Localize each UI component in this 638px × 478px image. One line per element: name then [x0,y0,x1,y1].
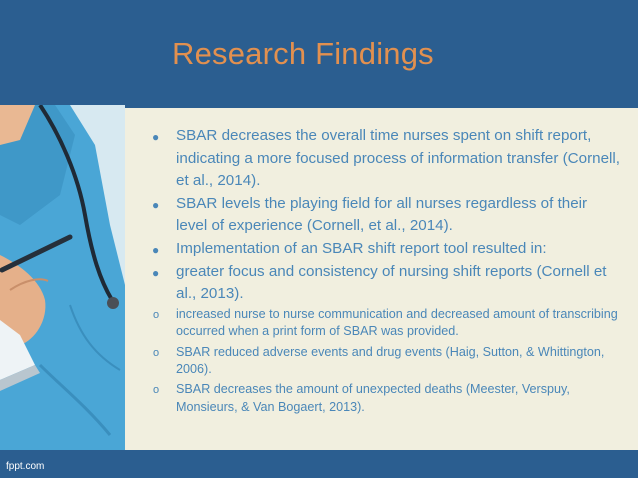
finding-subitem [152,306,622,341]
nurse-illustration [0,105,125,452]
bullet-dot-icon: ● [152,197,160,212]
finding-item [152,238,622,261]
watermark: fppt.com [6,461,45,472]
bullet-circle-icon: o [153,308,160,321]
finding-subitem [152,344,622,379]
nurse-photo [0,105,125,452]
finding-text: SBAR reduced adverse events and drug events (Haig, Sutton, & Whittington, 2006). [176,344,605,376]
finding-text: Implementation of an SBAR shift report tool resulted in: [176,239,547,257]
bullet-dot-icon: ● [152,130,160,144]
findings-list [152,125,622,419]
finding-text: SBAR levels the playing field for all nurses regardless of their level of experience (Cornell, et al., 2014). [176,194,588,235]
finding-subitem [152,381,622,416]
finding-text: SBAR decreases the overall time nurses spent on shift report, indicating a more focused process of information transfer (Cornell, et al., 2014). [176,127,621,190]
bullet-dot-icon: ● [152,265,160,280]
finding-text: increased nurse to nurse communication and decreased amount of transcribing occurred when a print form of SBAR was provided. [176,306,618,339]
bullet-circle-icon: o [153,346,160,359]
finding-item [152,261,622,306]
bullet-dot-icon: ● [152,242,160,257]
bullet-circle-icon: o [153,384,160,397]
footer-band [0,450,638,478]
finding-item [152,125,622,193]
finding-text: SBAR decreases the amount of unexpected deaths (Meester, Verspuy, Monsieurs, & Van Bogaert, 2013). [176,382,570,414]
finding-item [152,193,622,238]
slide-title: Research Findings [172,36,434,71]
finding-text: greater focus and consistency of nursing shift reports (Cornell et al., 2013). [176,262,607,303]
